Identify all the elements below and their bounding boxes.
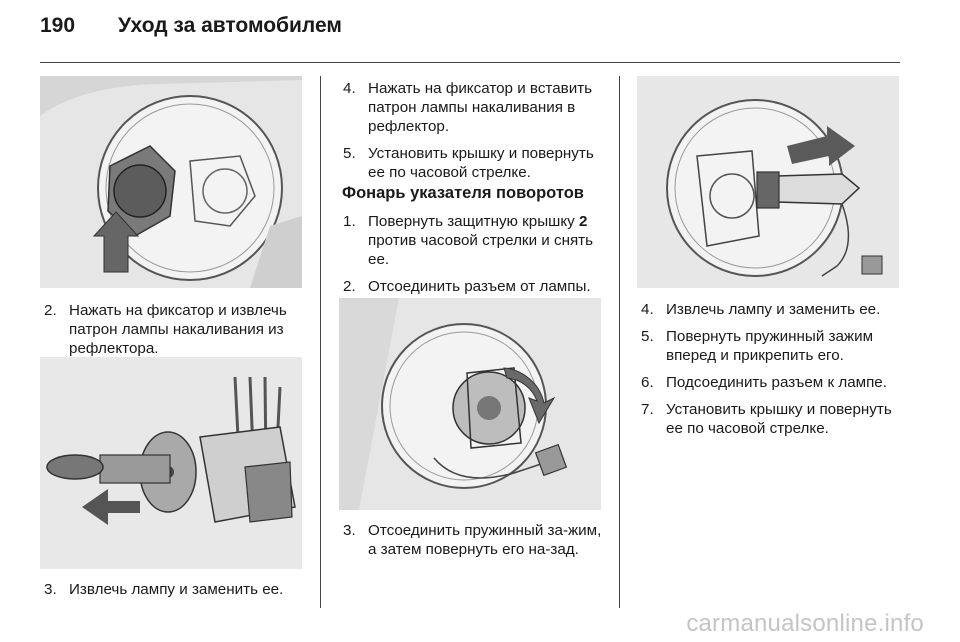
header-divider — [40, 62, 900, 63]
illustration-holder-release — [40, 76, 302, 288]
illustration-bulb-replace — [637, 76, 899, 288]
page-title: Уход за автомобилем — [118, 14, 342, 37]
step-item: 5. Повернуть пружинный зажим вперед и прикрепить его. — [641, 328, 874, 364]
step-item: 4. Нажать на фиксатор и вставить патрон лампы накаливания в рефлектор. — [343, 80, 593, 135]
page-number: 190 — [40, 14, 76, 37]
callout-number: 2 — [578, 213, 588, 230]
steps-list-col2-a — [343, 79, 609, 190]
step-item: 1. Повернуть защитную крышку 2 против часовой стрелки и снять ее. — [343, 213, 594, 268]
column-divider — [619, 76, 620, 608]
illustration-bulb-removal — [40, 357, 302, 569]
step-item: 2. Отсоединить разъем от лампы. — [343, 278, 591, 295]
step-item: 6. Подсоединить разъем к лампе. — [641, 374, 887, 391]
page-header — [40, 14, 342, 44]
column-divider — [320, 76, 321, 608]
section-heading: Фонарь указателя поворотов — [342, 184, 584, 202]
steps-list-col3 — [641, 300, 907, 446]
step-item: 4. Извлечь лампу и заменить ее. — [641, 301, 881, 318]
step-item: 2. Нажать на фиксатор и извлечь патрон лампы накаливания из рефлектора. — [44, 302, 287, 357]
illustration-cover-rotate — [339, 298, 601, 510]
step-item: 3. Извлечь лампу и заменить ее. — [44, 581, 284, 598]
steps-list-col1-b — [44, 580, 312, 607]
steps-list-col2-c — [343, 521, 609, 567]
watermark: carmanualsonline.info — [686, 610, 924, 637]
step-item: 3. Отсоединить пружинный за-жим, а затем повернуть его на-зад. — [343, 522, 602, 558]
steps-list-col2-b — [343, 212, 609, 304]
step-item: 5. Установить крышку и повернуть ее по часовой стрелке. — [343, 145, 594, 181]
step-item: 7. Установить крышку и повернуть ее по часовой стрелке. — [641, 401, 892, 437]
